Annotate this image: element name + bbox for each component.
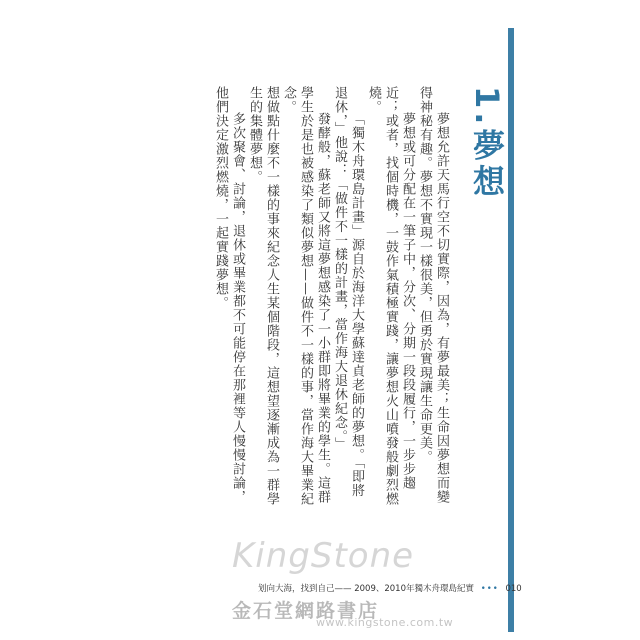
paragraph: 想做點什麼不一樣的事來紀念人生某個階段，這想望逐漸成為一群學生的集體夢想。 [247,86,279,506]
page-footer [258,582,522,594]
paragraph: 夢想允許天馬行空不切實際，因為，有夢最美；生命因夢想而變得神秘有趣。夢想不實現一樣很美，但勇於實現讓生命更美。 [417,86,449,504]
brand-logo-text: 金石堂網路書店 [232,600,380,622]
paragraph: 多次聚會、討論，退休或畢業都不可能停在那裡等人慢慢討論，他們決定激烈燃燒，一起實踐夢想。 [213,86,245,504]
body-text [212,86,450,506]
paragraph: 夢想或可分配在一筆子中，分次、分期一段段履行，一步步趨近；或者，找個時機，一鼓作氣積極實踐，讓夢想火山噴發般劇烈燃燒。 [366,86,415,506]
paragraph: 「獨木舟環島計畫」源自於海洋大學蘇達貞老師的夢想。「即將退休，」他說：「做件不一樣的計畫，當作海大退休紀念。」 [332,86,364,498]
watermark: KingStone [232,536,415,576]
brand-url: www.kingstone.com.tw [316,616,454,629]
chapter-number: 1. [468,86,506,129]
book-subtitle: —— 2009、2010年獨木舟環島紀實 [334,584,474,594]
book-title: 划向大海，找到自己 [258,584,335,594]
chapter-title: 夢想 [468,128,506,201]
page-number: 010 [505,584,522,594]
paragraph: 發酵般，蘇老師又將這夢想感染了一小群即將畢業的學生。這群學生於是也被感染了類似夢想——做件不一樣的事，當作海大畢業紀念。 [281,86,330,506]
chapter-heading [466,86,510,200]
footer-dots: ••• [480,584,499,594]
